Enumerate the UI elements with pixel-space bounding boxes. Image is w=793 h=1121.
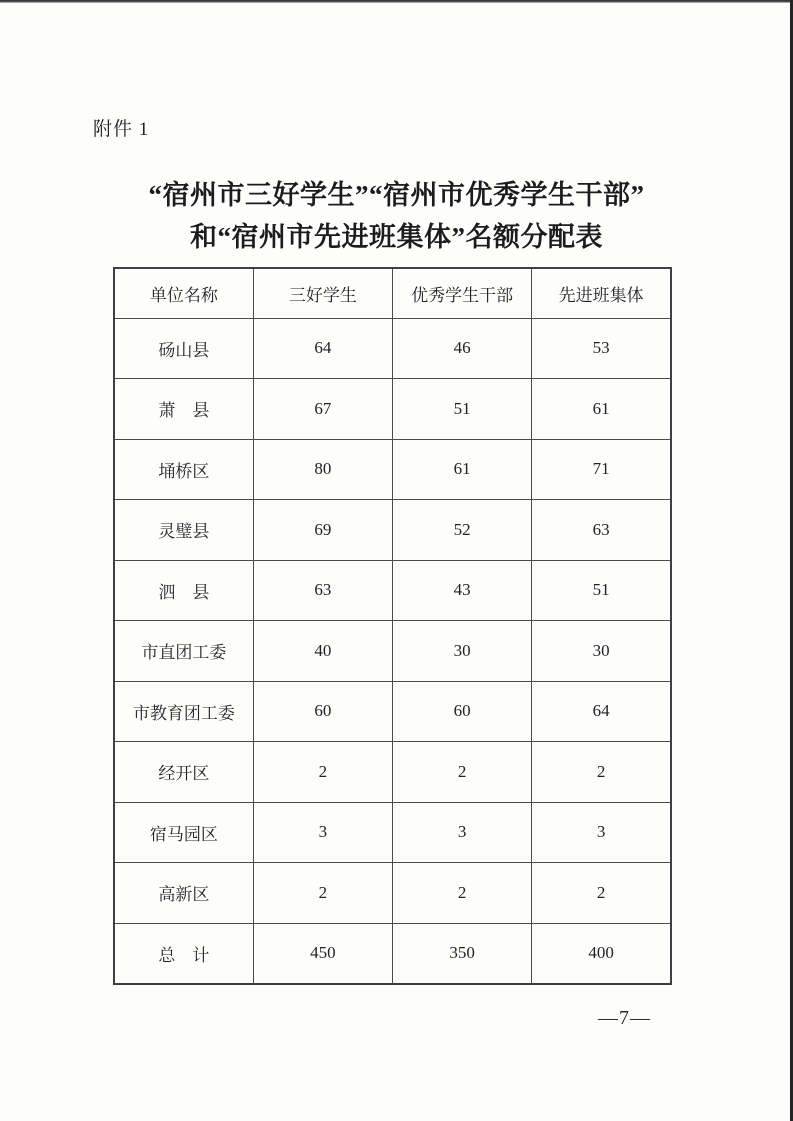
value-cell: 60	[393, 681, 532, 742]
value-cell: 2	[532, 742, 671, 803]
unit-cell: 萧 县	[114, 379, 253, 440]
unit-cell: 高新区	[114, 863, 253, 924]
value-cell: 43	[393, 560, 532, 621]
value-cell: 2	[393, 863, 532, 924]
value-cell: 51	[532, 560, 671, 621]
value-cell: 3	[393, 802, 532, 863]
value-cell: 3	[253, 802, 392, 863]
column-header-three-good-students: 三好学生	[253, 268, 392, 318]
value-cell: 2	[253, 863, 392, 924]
table-header-row	[114, 268, 671, 318]
value-cell: 71	[532, 439, 671, 500]
value-cell: 46	[393, 318, 532, 379]
value-cell: 67	[253, 379, 392, 440]
unit-cell: 总 计	[114, 923, 253, 984]
value-cell: 30	[532, 621, 671, 682]
unit-cell: 砀山县	[114, 318, 253, 379]
title-line-1: “宿州市三好学生”“宿州市优秀学生干部”	[148, 180, 645, 210]
unit-cell: 埇桥区	[114, 439, 253, 500]
value-cell: 61	[393, 439, 532, 500]
attachment-label: 附件 1	[93, 119, 150, 140]
column-header-advanced-class-collectives: 先进班集体	[532, 268, 671, 318]
value-cell: 2	[393, 742, 532, 803]
value-cell: 51	[393, 379, 532, 440]
table-row	[114, 621, 671, 682]
value-cell: 52	[393, 500, 532, 561]
table-row	[114, 318, 671, 379]
table-row	[114, 681, 671, 742]
value-cell: 400	[532, 923, 671, 984]
table-row	[114, 863, 671, 924]
table-row	[114, 439, 671, 500]
document-title	[0, 174, 793, 258]
title-line-2: 和“宿州市先进班集体”名额分配表	[190, 222, 603, 252]
value-cell: 40	[253, 621, 392, 682]
value-cell: 2	[253, 742, 392, 803]
table-row	[114, 742, 671, 803]
column-header-outstanding-student-cadres: 优秀学生干部	[393, 268, 532, 318]
value-cell: 30	[393, 621, 532, 682]
table-row	[114, 500, 671, 561]
value-cell: 63	[253, 560, 392, 621]
value-cell: 350	[393, 923, 532, 984]
value-cell: 64	[532, 681, 671, 742]
quota-allocation-table	[113, 267, 672, 985]
unit-cell: 市教育团工委	[114, 681, 253, 742]
value-cell: 64	[253, 318, 392, 379]
table-row	[114, 560, 671, 621]
value-cell: 2	[532, 863, 671, 924]
scan-edge-top	[0, 0, 793, 3]
value-cell: 69	[253, 500, 392, 561]
page-number: —7—	[598, 1007, 651, 1029]
unit-cell: 宿马园区	[114, 802, 253, 863]
value-cell: 3	[532, 802, 671, 863]
unit-cell: 泗 县	[114, 560, 253, 621]
unit-cell: 灵璧县	[114, 500, 253, 561]
table-row	[114, 802, 671, 863]
column-header-unit-name: 单位名称	[114, 268, 253, 318]
value-cell: 80	[253, 439, 392, 500]
value-cell: 60	[253, 681, 392, 742]
value-cell: 450	[253, 923, 392, 984]
table-row	[114, 379, 671, 440]
unit-cell: 市直团工委	[114, 621, 253, 682]
value-cell: 53	[532, 318, 671, 379]
value-cell: 61	[532, 379, 671, 440]
value-cell: 63	[532, 500, 671, 561]
unit-cell: 经开区	[114, 742, 253, 803]
table-row-total	[114, 923, 671, 984]
